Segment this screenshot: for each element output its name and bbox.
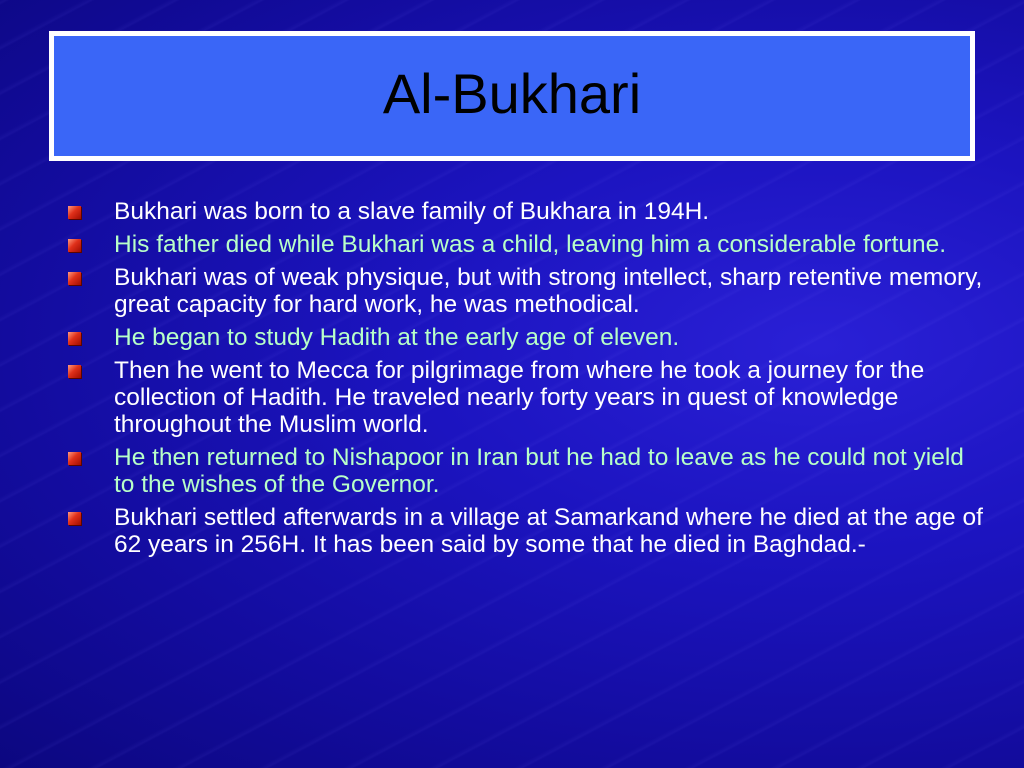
bullet-item xyxy=(68,231,988,258)
title-box xyxy=(49,31,975,161)
red-square-bullet-icon xyxy=(68,365,81,378)
bullet-text: Bukhari was born to a slave family of Bukhara in 194H. xyxy=(114,198,710,225)
bullet-text: He began to study Hadith at the early age of eleven. xyxy=(114,324,680,351)
bullet-text: Bukhari settled afterwards in a village at Samarkand where he died at the age of 62 years in 256H. It has been said by some that he died in Baghdad.- xyxy=(114,504,983,558)
red-square-bullet-icon xyxy=(68,332,81,345)
bullet-item xyxy=(68,198,988,225)
red-square-bullet-icon xyxy=(68,206,81,219)
slide-title: Al-Bukhari xyxy=(382,62,642,125)
bullet-item xyxy=(68,444,988,498)
bullet-text: He then returned to Nishapoor in Iran but he had to leave as he could not yield to the wishes of the Governor. xyxy=(114,444,964,498)
red-square-bullet-icon xyxy=(68,512,81,525)
bullet-item xyxy=(68,324,988,351)
bullet-text: His father died while Bukhari was a child, leaving him a considerable fortune. xyxy=(114,231,947,258)
bullet-item xyxy=(68,357,988,438)
bullet-item xyxy=(68,504,988,558)
bullet-text: Bukhari was of weak physique, but with strong intellect, sharp retentive memory, great capacity for hard work, he was methodical. xyxy=(114,264,983,318)
bullet-list xyxy=(68,198,988,564)
red-square-bullet-icon xyxy=(68,272,81,285)
red-square-bullet-icon xyxy=(68,452,81,465)
bullet-item xyxy=(68,264,988,318)
red-square-bullet-icon xyxy=(68,239,81,252)
bullet-text: Then he went to Mecca for pilgrimage from where he took a journey for the collection of Hadith. He traveled nearly forty years in quest of knowledge throughout the Muslim world. xyxy=(114,357,925,438)
